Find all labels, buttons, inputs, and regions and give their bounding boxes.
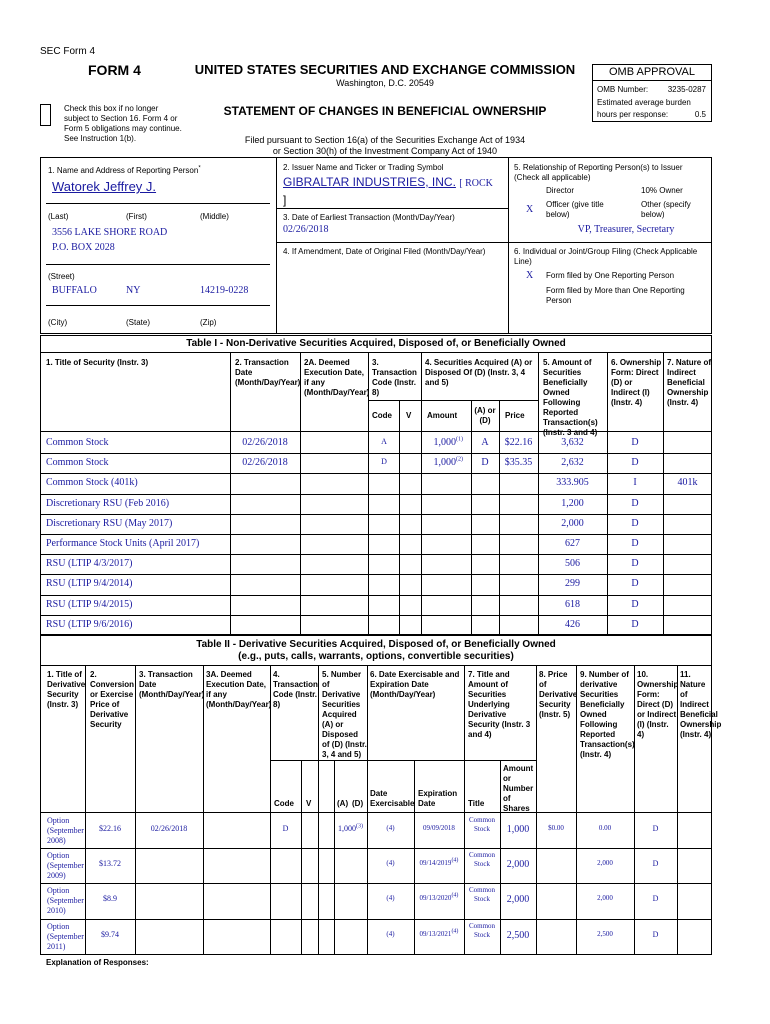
t2-underlying-title: Common Stock [468, 851, 496, 868]
street-label: (Street) [48, 272, 75, 281]
t1-col5-header: 5. Amount of Securities Beneficially Owned Following Reported Transaction(s) (Instr. 3 and 4) [543, 358, 598, 437]
t2-expiration-date: 09/13/2021$^{(4)}$ [419, 928, 459, 938]
t1-transaction-date: 02/26/2018 [242, 437, 288, 448]
t1-ownership-form: D [631, 578, 639, 589]
t2-col10-header: 10. Ownership Form: Direct (D) or Indirect (I) (Instr. 4) [637, 670, 679, 739]
checkbox-text: Check this box if no longer subject to Section 16. Form 4 or Form 5 obligations may continue. See Instruction 1(b). [64, 104, 182, 143]
t1-code-header: Code [372, 411, 392, 420]
commission-title: UNITED STATES SECURITIES AND EXCHANGE COMMISSION [194, 62, 576, 77]
last-label: (Last) [48, 212, 69, 221]
t1-price: $22.16 [504, 437, 533, 448]
table1-title: Table I - Non-Derivative Securities Acquired, Disposed of, or Beneficially Owned [186, 338, 566, 349]
t2-derivative-title: Option (September 2009) [47, 851, 84, 880]
t2-v-header: V [306, 799, 312, 808]
t2-transaction-code: D [282, 824, 289, 833]
t1-security-title: Common Stock (401k) [46, 477, 138, 488]
t1-owned-following: 506 [565, 558, 580, 569]
t1-amount-header: Amount [427, 411, 458, 420]
issuer-name[interactable]: GIBRALTAR INDUSTRIES, INC. [ ROCK ] [283, 175, 493, 207]
t2-disposed: 1,000$^{(3)}$ [338, 823, 363, 833]
t2-col1-header: 1. Title of Derivative Security (Instr. 3) [47, 670, 86, 709]
t1-ownership-form: I [633, 477, 637, 488]
t1-col3-header: 3. Transaction Code (Instr. 8) [372, 358, 417, 397]
t2-underlying-amount: 1,000 [506, 824, 530, 835]
t2-underlying-title: Common Stock [468, 816, 496, 833]
t2-derivative-title: Option (September 2008) [47, 816, 84, 845]
box3-label: 3. Date of Earliest Transaction (Month/Day/Year) [283, 213, 455, 222]
officer-check-mark[interactable]: X [526, 204, 534, 215]
t1-owned-following: 2,000 [561, 518, 584, 529]
explanation-label: Explanation of Responses: [46, 958, 149, 967]
t1-ownership-form: D [631, 599, 639, 610]
t2-underlying-amount: 2,000 [506, 859, 530, 870]
ten-pct-owner-label: 10% Owner [641, 186, 683, 195]
t1-security-title: RSU (LTIP 9/6/2016) [46, 619, 133, 630]
t2-ownership-form: D [652, 894, 659, 903]
t1-security-title: Common Stock [46, 437, 109, 448]
state-label: (State) [126, 318, 151, 327]
t1-ownership-form: D [631, 518, 639, 529]
box2-label: 2. Issuer Name and Ticker or Trading Symbol [283, 163, 444, 172]
reporting-person-name[interactable]: Watorek Jeffrey J. [52, 179, 157, 194]
t1-col4-header: 4. Securities Acquired (A) or Disposed Of (D) (Instr. 3, 4 and 5) [425, 358, 533, 387]
t1-nature: 401k [677, 477, 698, 488]
t1-transaction-code: A [381, 437, 387, 446]
first-label: (First) [126, 212, 147, 221]
t2-owned-following: 2,000 [597, 894, 613, 902]
city-label: (City) [48, 318, 68, 327]
t1-ownership-form: D [631, 437, 639, 448]
t2-expiration-date: 09/14/2019$^{(4)}$ [419, 857, 459, 867]
t2-date-exercisable: (4) [386, 930, 395, 938]
t1-col6-header: 6. Ownership Form: Direct (D) or Indirect (I) (Instr. 4) [611, 358, 662, 407]
omb-hours-label: hours per response: [597, 110, 669, 119]
t2-a-header: (A) [337, 799, 349, 808]
t2-owned-following: 0.00 [598, 824, 612, 832]
t1-ownership-form: D [631, 498, 639, 509]
t1-v-header: V [406, 411, 412, 420]
t1-security-title: RSU (LTIP 4/3/2017) [46, 558, 133, 569]
t2-owned-following: 2,000 [597, 859, 613, 867]
t2-title-header: Title [468, 799, 485, 808]
t2-ownership-form: D [652, 930, 659, 939]
table2-title: Table II - Derivative Securities Acquired, Disposed of, or Beneficially Owned [196, 639, 556, 650]
filing-one-person-mark[interactable]: X [526, 270, 534, 281]
t1-owned-following: 627 [565, 538, 580, 549]
t1-amount: 1,000$^{(1)}$ [433, 436, 463, 448]
omb-number: 3235-0287 [667, 85, 706, 94]
t2-d-header: (D) [352, 799, 364, 808]
form-title: FORM 4 [88, 62, 141, 78]
t1-ownership-form: D [631, 558, 639, 569]
t2-col7-header: 7. Title and Amount of Securities Underlying Derivative Security (Instr. 3 and 4) [468, 670, 531, 739]
t2-date-exercisable: (4) [386, 859, 395, 867]
t1-owned-following: 1,200 [561, 498, 584, 509]
t2-col9-header: 9. Number of derivative Securities Beneficially Owned Following Reported Transaction(s) (Instr. 4) [580, 670, 635, 759]
t1-owned-following: 3,632 [561, 437, 584, 448]
t2-date-exercisable-header: Date Exercisable [370, 789, 415, 808]
t2-underlying-title: Common Stock [468, 886, 496, 903]
t2-expiration-header: Expiration Date [418, 789, 458, 808]
t2-underlying-amount: 2,500 [506, 930, 530, 941]
t1-security-title: Discretionary RSU (Feb 2016) [46, 498, 170, 509]
no-longer-subject-checkbox[interactable] [40, 104, 51, 126]
box1-label: 1. Name and Address of Reporting Person* [48, 165, 201, 175]
table2-subtitle: (e.g., puts, calls, warrants, options, convertible securities) [238, 651, 514, 662]
earliest-transaction-date: 02/26/2018 [283, 224, 329, 235]
t2-code-header: Code [274, 799, 294, 808]
t2-exercise-price: $22.16 [99, 824, 121, 833]
zip-label: (Zip) [200, 318, 217, 327]
t2-col11-header: 11. Nature of Indirect Beneficial Ownership (Instr. 4) [680, 670, 722, 739]
t2-exercise-price: $13.72 [99, 859, 121, 868]
t1-price: $35.35 [504, 457, 533, 468]
t2-expiration-date: 09/13/2020$^{(4)}$ [419, 892, 459, 902]
city-value: BUFFALO [52, 285, 97, 296]
t2-exercise-price: $9.74 [101, 930, 119, 939]
t2-underlying-title: Common Stock [468, 922, 496, 939]
t2-col3a-header: 3A. Deemed Execution Date, if any (Month/Day/Year) [206, 670, 272, 709]
t2-col5-header: 5. Number of Derivative Securities Acquired (A) or Disposed of (D) (Instr. 3, 4 and 5) [322, 670, 367, 759]
t1-ownership-form: D [631, 457, 639, 468]
t1-price-header: Price [505, 411, 525, 420]
t1-amount: 1,000$^{(2)}$ [433, 456, 463, 468]
t1-ownership-form: D [631, 619, 639, 630]
t1-ownership-form: D [631, 538, 639, 549]
t1-security-title: RSU (LTIP 9/4/2014) [46, 578, 133, 589]
t2-transaction-date: 02/26/2018 [150, 824, 188, 833]
filing-more-persons-label: Form filed by More than One Reporting Person [546, 286, 685, 305]
middle-label: (Middle) [200, 212, 229, 221]
address-line1: 3556 LAKE SHORE ROAD [52, 227, 168, 238]
t1-a-or-d: D [481, 457, 489, 468]
state-value: NY [126, 285, 141, 296]
t2-col8-header: 8. Price of Derivative Security (Instr. 5) [539, 670, 578, 719]
t1-security-title: RSU (LTIP 9/4/2015) [46, 599, 133, 610]
filed-pursuant-line1: Filed pursuant to Section 16(a) of the Securities Exchange Act of 1934 [244, 135, 526, 145]
officer-title: VP, Treasurer, Secretary [577, 224, 675, 235]
box5-label: 5. Relationship of Reporting Person(s) to Issuer (Check all applicable) [514, 163, 683, 182]
director-label: Director [546, 186, 575, 195]
t2-amount-header: Amount or Number of Shares [503, 764, 534, 813]
t1-owned-following: 618 [565, 599, 580, 610]
statement-title: STATEMENT OF CHANGES IN BENEFICIAL OWNERSHIP [223, 104, 547, 118]
t2-col4-header: 4. Transaction Code (Instr. 8) [273, 670, 318, 709]
t2-col6-header: 6. Date Exercisable and Expiration Date (Month/Day/Year) [370, 670, 460, 699]
t2-derivative-price: $0.00 [548, 824, 564, 832]
t2-derivative-title: Option (September 2010) [47, 886, 84, 915]
t1-col2a-header: 2A. Deemed Execution Date, if any (Month/Day/Year) [304, 358, 370, 397]
box6-label: 6. Individual or Joint/Group Filing (Check Applicable Line) [514, 247, 698, 266]
t2-date-exercisable: (4) [386, 894, 395, 902]
address-line2: P.O. BOX 2028 [52, 242, 115, 253]
omb-title: OMB APPROVAL [609, 66, 695, 78]
t1-owned-following: 333.905 [556, 477, 589, 488]
t1-security-title: Common Stock [46, 457, 109, 468]
filing-one-person-label: Form filed by One Reporting Person [546, 271, 675, 280]
t1-owned-following: 426 [565, 619, 580, 630]
t2-date-exercisable: (4) [386, 824, 395, 832]
t1-owned-following: 299 [565, 578, 580, 589]
t2-exercise-price: $8.9 [103, 894, 117, 903]
t1-owned-following: 2,632 [561, 457, 584, 468]
t2-derivative-title: Option (September 2011) [47, 922, 84, 951]
box4-label: 4. If Amendment, Date of Original Filed (Month/Day/Year) [283, 247, 486, 256]
t2-ownership-form: D [652, 824, 659, 833]
t2-expiration-date: 09/09/2018 [423, 824, 455, 832]
t1-col2-header: 2. Transaction Date (Month/Day/Year) [235, 358, 301, 387]
t2-col2-header: 2. Conversion or Exercise Price of Derivative Security [90, 670, 135, 729]
t1-transaction-date: 02/26/2018 [242, 457, 288, 468]
zip-value: 14219-0228 [200, 285, 249, 296]
sec-form-label: SEC Form 4 [40, 46, 96, 57]
t1-security-title: Performance Stock Units (April 2017) [46, 538, 200, 549]
officer-label: Officer (give title below) [546, 200, 604, 219]
t1-transaction-code: D [381, 457, 387, 466]
filed-pursuant-line2: or Section 30(h) of the Investment Company Act of 1940 [272, 146, 498, 156]
other-label: Other (specify below) [641, 200, 691, 219]
t1-col1-header: 1. Title of Security (Instr. 3) [46, 358, 149, 367]
t2-col3-header: 3. Transaction Date (Month/Day/Year) [139, 670, 205, 699]
t2-underlying-amount: 2,000 [506, 894, 530, 905]
omb-burden-label: Estimated average burden [597, 98, 691, 107]
t1-aord-header: (A) or (D) [474, 406, 496, 425]
t1-col7-header: 7. Nature of Indirect Beneficial Ownership (Instr. 4) [667, 358, 712, 407]
omb-hours: 0.5 [694, 110, 706, 119]
t1-security-title: Discretionary RSU (May 2017) [46, 518, 173, 529]
omb-number-label: OMB Number: [597, 85, 649, 94]
commission-location: Washington, D.C. 20549 [336, 78, 434, 88]
t1-a-or-d: A [481, 437, 489, 448]
t2-owned-following: 2,500 [597, 930, 613, 938]
t2-ownership-form: D [652, 859, 659, 868]
